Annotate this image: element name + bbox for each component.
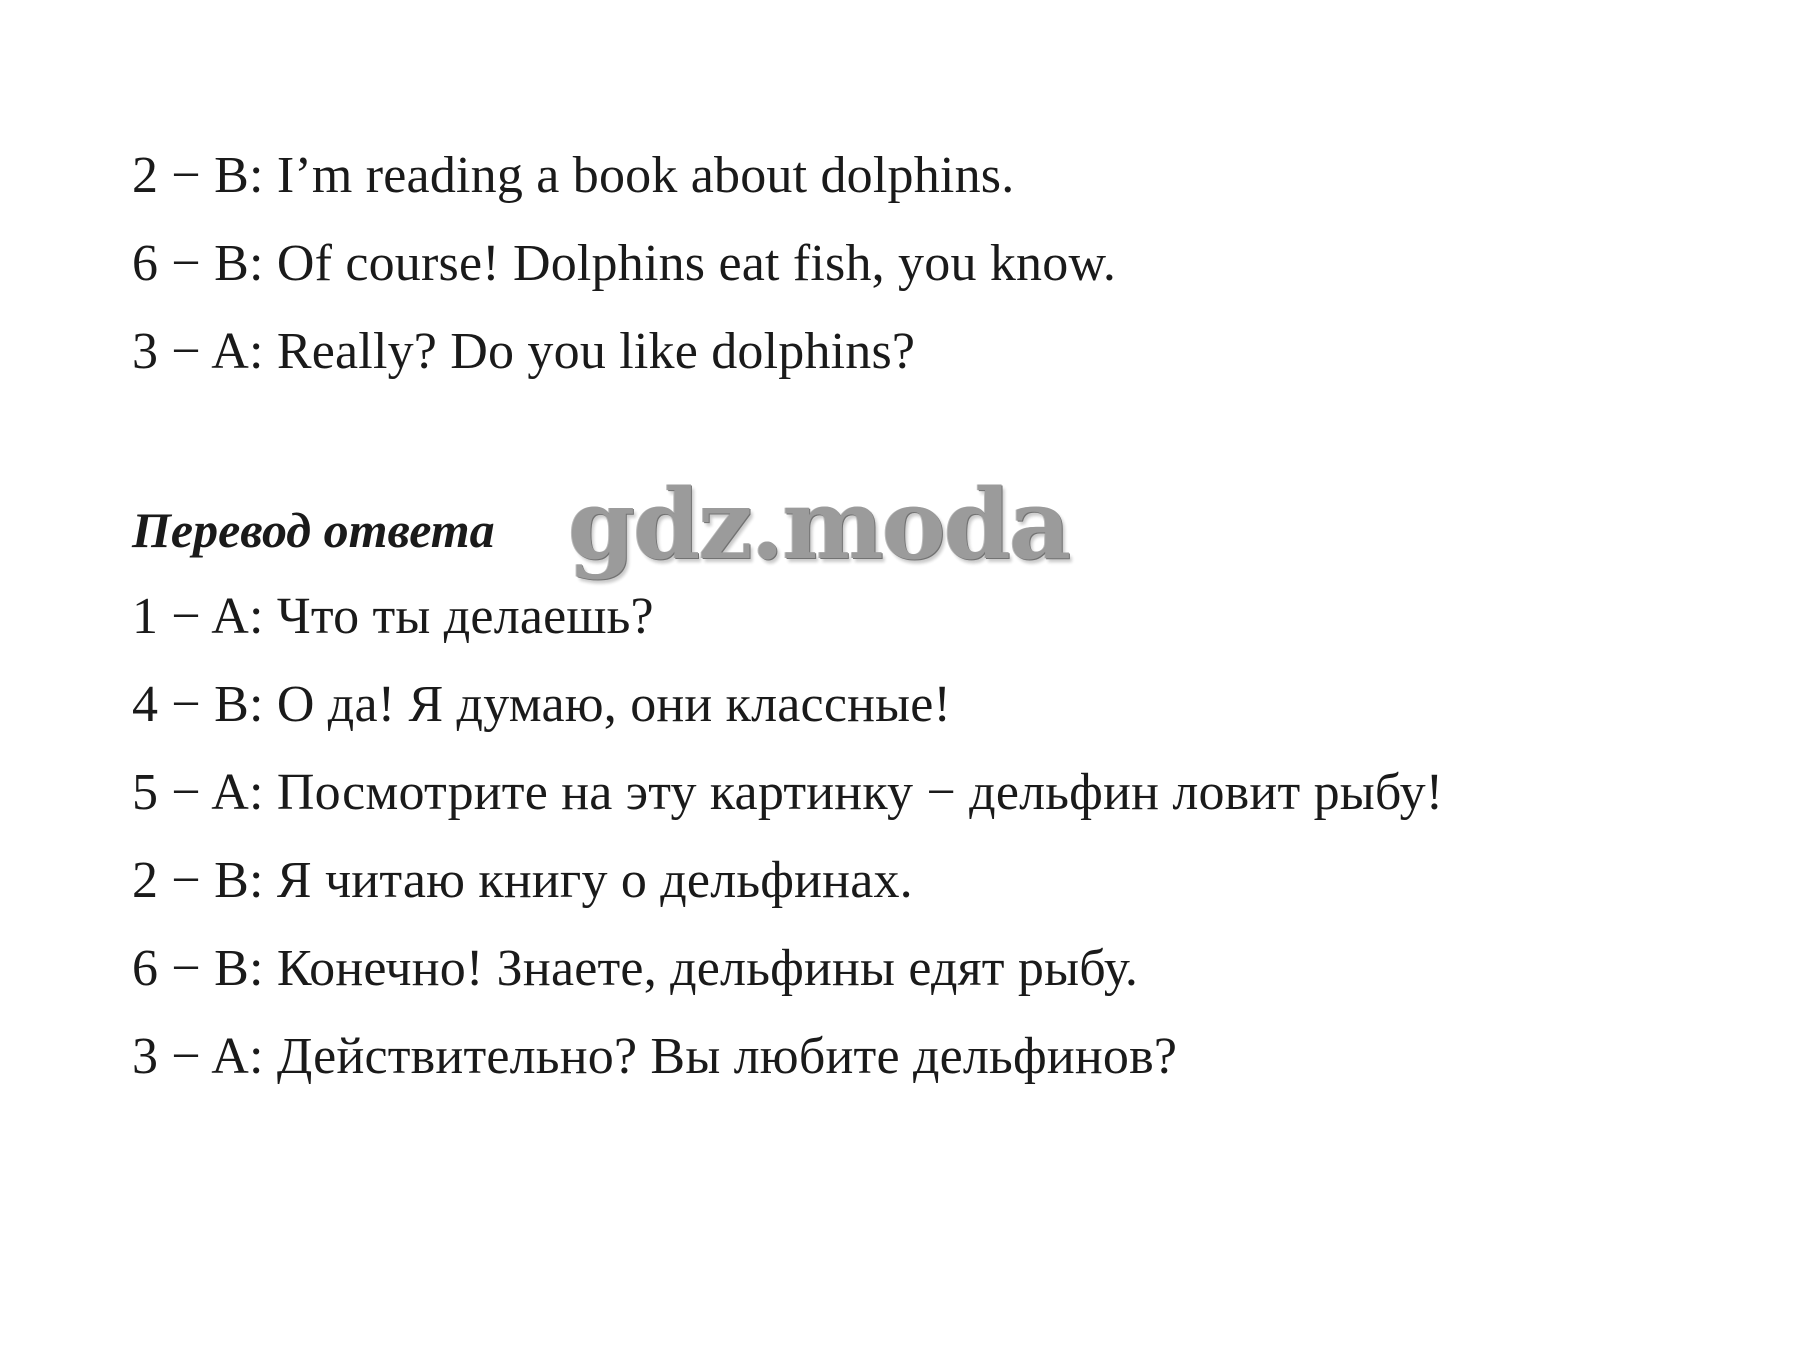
english-line-3: 3 − A: Really? Do you like dolphins? — [132, 323, 916, 380]
russian-line-5: 6 − B: Конечно! Знаете, дельфины едят рыбу. — [132, 940, 1139, 997]
watermark-logo: gdz.moda — [568, 468, 1070, 581]
translation-heading: Перевод ответа — [132, 502, 495, 558]
russian-line-6: 3 − A: Действительно? Вы любите дельфинов? — [132, 1028, 1178, 1085]
english-line-2: 6 − B: Of course! Dolphins eat fish, you know. — [132, 235, 1117, 292]
russian-line-4: 2 − B: Я читаю книгу о дельфинах. — [132, 852, 913, 909]
russian-line-3: 5 − A: Посмотрите на эту картинку − дельфин ловит рыбу! — [132, 764, 1444, 821]
russian-line-1: 1 − A: Что ты делаешь? — [132, 588, 654, 645]
english-line-1: 2 − B: I’m reading a book about dolphins. — [132, 147, 1015, 204]
russian-line-2: 4 − B: О да! Я думаю, они классные! — [132, 676, 952, 733]
